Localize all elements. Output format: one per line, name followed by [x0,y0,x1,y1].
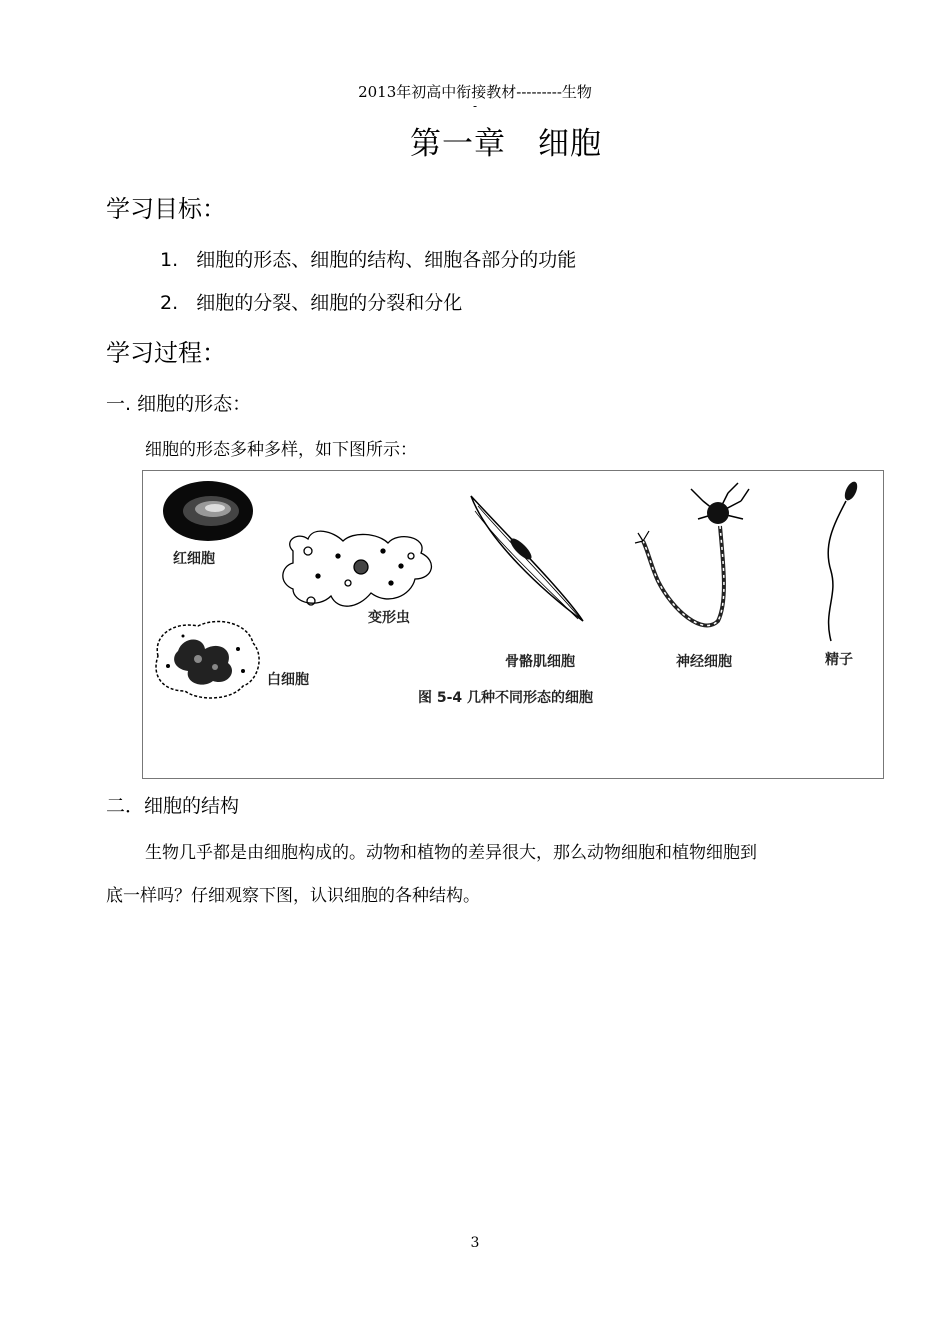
label-red-cell: 红细胞 [173,551,215,567]
goal-number: 2. [160,292,179,314]
sperm-drawing [828,480,860,641]
goal-item-1 [160,245,576,272]
goal-text: 细胞的形态、细胞的结构、细胞各部分的功能 [196,249,577,271]
page-header: 2013年初高中衔接教材---------生物 [358,83,592,101]
chapter-title: 第一章 细胞 [410,126,602,162]
white-blood-cell-drawing [156,621,259,697]
label-sperm: 精子 [825,652,853,668]
cell-shapes-illustration [143,471,883,778]
red-blood-cell-drawing [163,481,253,541]
goal-number: 1. [160,249,179,271]
label-neuron: 神经细胞 [676,654,732,670]
neuron-drawing [635,483,749,625]
muscle-cell-drawing [471,496,583,621]
section2-line-1: 生物几乎都是由细胞构成的。动物和植物的差异很大，那么动物细胞和植物细胞到 [145,843,757,863]
section1-text: 细胞的形态多种多样，如下图所示： [145,440,417,460]
cell-shapes-figure [142,470,884,779]
goals-heading: 学习目标： [106,195,226,223]
page-number: 3 [470,1235,480,1251]
label-white-cell: 白细胞 [267,672,309,688]
figure-caption: 图 5-4 几种不同形态的细胞 [418,690,594,706]
header-mark: - [472,99,478,113]
section2-line-2: 底一样吗？仔细观察下图，认识细胞的各种结构。 [106,886,480,906]
amoeba-drawing [283,531,432,606]
label-amoeba: 变形虫 [368,610,410,626]
process-heading: 学习过程： [106,339,226,367]
goal-text: 细胞的分裂、细胞的分裂和分化 [196,292,463,314]
section2-heading: 二．细胞的结构 [106,795,240,817]
label-muscle: 骨骼肌细胞 [505,654,575,670]
section1-heading: 一. 细胞的形态： [106,393,252,415]
goal-item-2 [160,288,462,315]
